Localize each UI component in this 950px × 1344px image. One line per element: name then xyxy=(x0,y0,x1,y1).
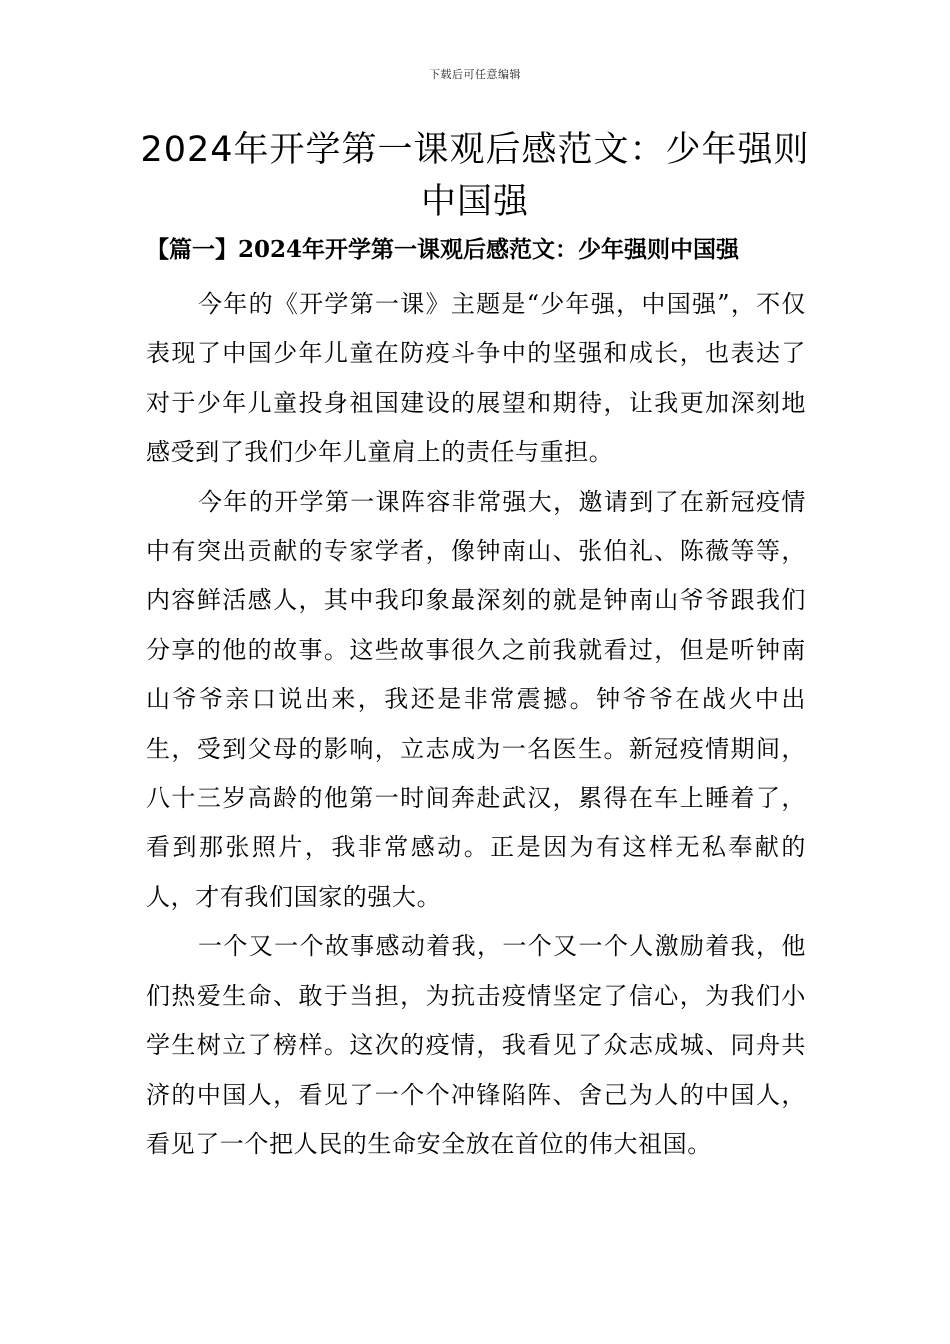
paragraph-1: 今年的《开学第一课》主题是“少年强，中国强”，不仅表现了中国少年儿童在防疫斗争中的坚强和成长，也表达了对于少年儿童投身祖国建设的展望和期待，让我更加深刻地感受到了我们少年儿童肩上的责任与重担。 xyxy=(146,290,806,467)
article-body xyxy=(146,280,806,1169)
section-heading: 【篇一】2024年开学第一课观后感范文：少年强则中国强 xyxy=(146,236,740,263)
page-title: 2024年开学第一课观后感范文：少年强则中国强 xyxy=(140,130,810,222)
paragraph-3: 一个又一个故事感动着我，一个又一个人激励着我，他们热爱生命、敢于当担，为抗击疫情坚定了信心，为我们小学生树立了榜样。这次的疫情，我看见了众志成城、同舟共济的中国人，看见了一个个冲锋陷阵、舍己为人的中国人，看见了一个把人民的生命安全放在首位的伟大祖国。 xyxy=(146,932,806,1158)
paragraph-2: 今年的开学第一课阵容非常强大，邀请到了在新冠疫情中有突出贡献的专家学者，像钟南山、张伯礼、陈薇等等，内容鲜活感人，其中我印象最深刻的就是钟南山爷爷跟我们分享的他的故事。这些故事很久之前我就看过，但是听钟南山爷爷亲口说出来，我还是非常震撼。钟爷爷在战火中出生，受到父母的影响，立志成为一名医生。新冠疫情期间，八十三岁高龄的他第一时间奔赴武汉，累得在车上睡着了，看到那张照片，我非常感动。正是因为有这样无私奉献的人，才有我们国家的强大。 xyxy=(146,487,806,911)
header-note: 下载后可任意编辑 xyxy=(429,68,521,81)
